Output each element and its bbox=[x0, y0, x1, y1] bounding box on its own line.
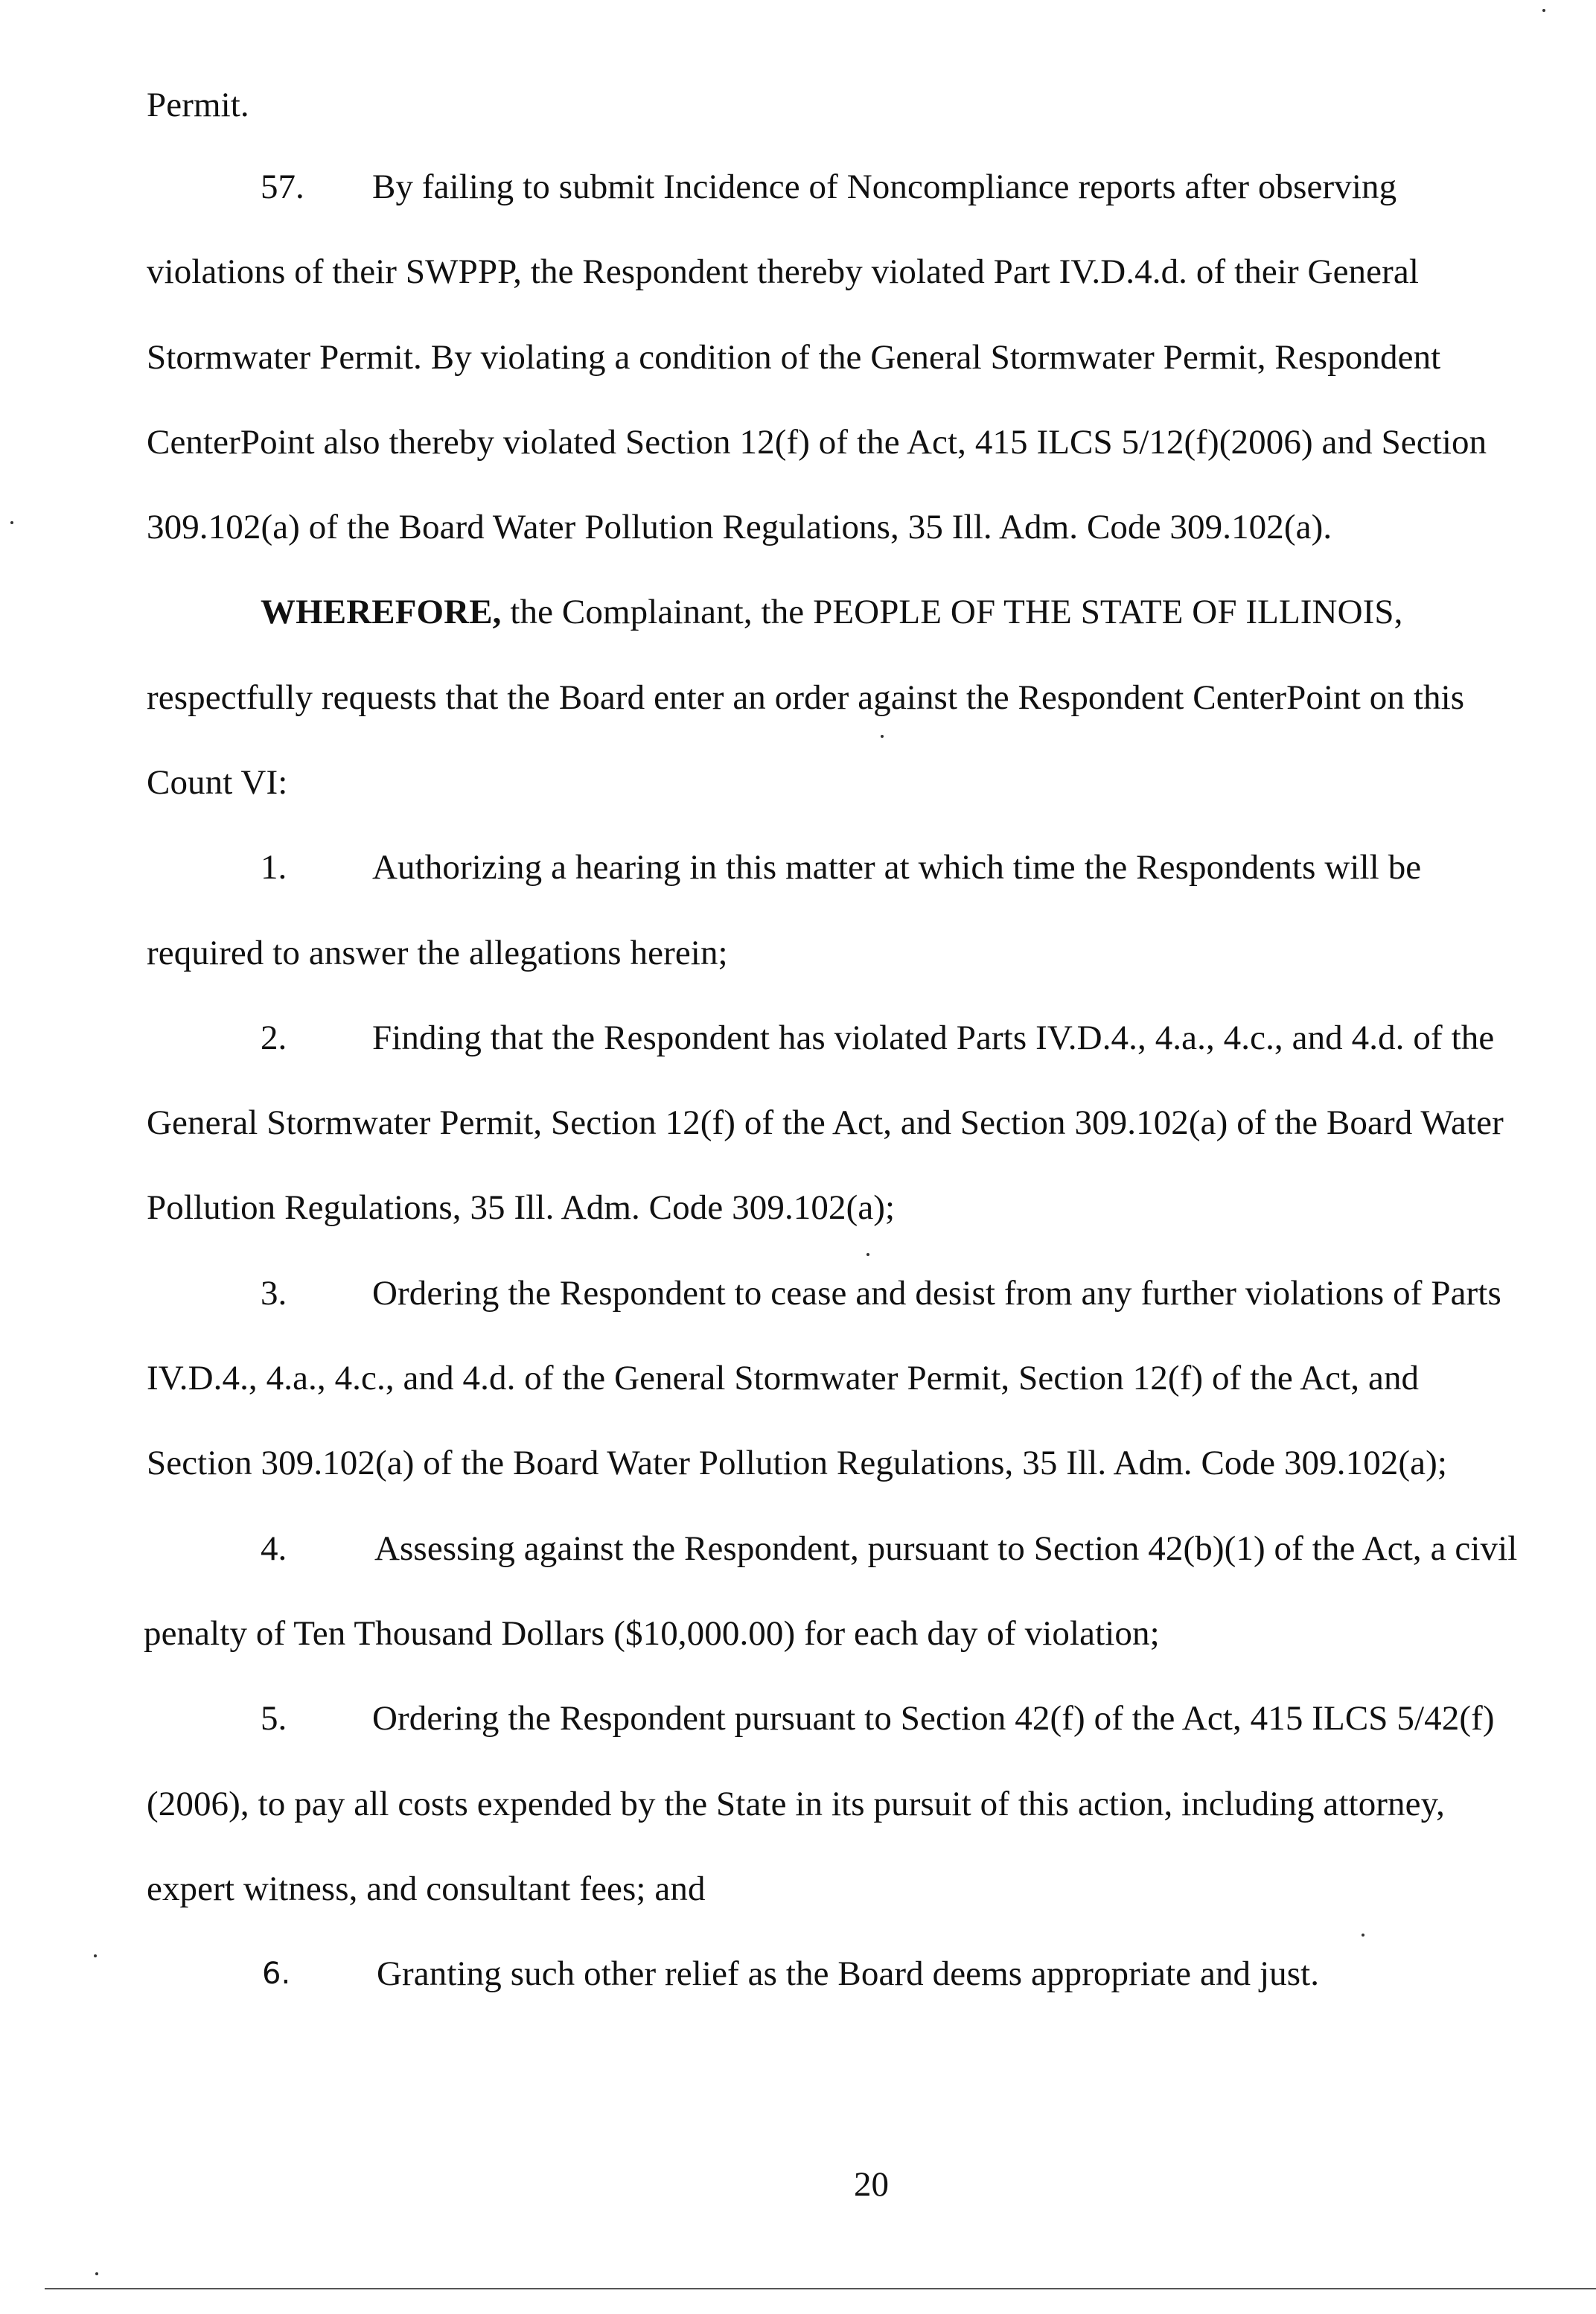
text-line: Count VI: bbox=[147, 763, 288, 802]
item-number: 1. bbox=[261, 848, 287, 887]
text-line: Ordering the Respondent pursuant to Section 42(f) of the Act, 415 ILCS 5/42(f) bbox=[372, 1699, 1495, 1738]
text-line: Granting such other relief as the Board deems appropriate and just. bbox=[377, 1954, 1320, 1993]
wherefore-line bbox=[261, 590, 1402, 634]
scan-speck bbox=[881, 735, 884, 738]
text-line: penalty of Ten Thousand Dollars ($10,000.00) for each day of violation; bbox=[144, 1614, 1160, 1653]
text-line: Section 309.102(a) of the Board Water Pollution Regulations, 35 Ill. Adm. Code 309.102(a); bbox=[147, 1444, 1448, 1482]
scan-speck bbox=[866, 1253, 869, 1256]
wherefore-keyword: WHEREFORE, bbox=[261, 593, 502, 631]
scan-speck bbox=[1542, 9, 1545, 12]
text-span: the Complainant, the PEOPLE OF THE STATE OF ILLINOIS, bbox=[501, 593, 1403, 631]
text-line: IV.D.4., 4.a., 4.c., and 4.d. of the General Stormwater Permit, Section 12(f) of the Act, and bbox=[147, 1359, 1420, 1397]
text-line: CenterPoint also thereby violated Section 12(f) of the Act, 415 ILCS 5/12(f)(2006) and Section bbox=[147, 423, 1487, 462]
scan-speck bbox=[94, 1954, 97, 1957]
item-number: 5. bbox=[261, 1699, 287, 1738]
scan-speck bbox=[1362, 1934, 1364, 1937]
text-line: (2006), to pay all costs expended by the State in its pursuit of this action, including attorney, bbox=[147, 1785, 1446, 1823]
text-line: 309.102(a) of the Board Water Pollution Regulations, 35 Ill. Adm. Code 309.102(a). bbox=[147, 508, 1332, 546]
text-line: expert witness, and consultant fees; and bbox=[147, 1870, 706, 1908]
text-line: required to answer the allegations herein; bbox=[147, 934, 728, 972]
text-line: General Stormwater Permit, Section 12(f) of the Act, and Section 309.102(a) of the Board Water bbox=[147, 1103, 1504, 1142]
item-number: 4. bbox=[261, 1529, 287, 1568]
page-number: 20 bbox=[854, 2165, 889, 2204]
item-number: 6. bbox=[262, 1957, 291, 1991]
item-number: 2. bbox=[261, 1019, 287, 1057]
footer-rule bbox=[45, 2288, 1596, 2289]
text-line: Stormwater Permit. By violating a condition of the General Stormwater Permit, Respondent bbox=[147, 338, 1441, 377]
text-line: Ordering the Respondent to cease and desist from any further violations of Parts bbox=[372, 1274, 1501, 1313]
text-line: Authorizing a hearing in this matter at which time the Respondents will be bbox=[372, 848, 1422, 887]
scan-speck bbox=[10, 521, 13, 524]
scan-speck bbox=[95, 2272, 98, 2275]
text-line: respectfully requests that the Board enter an order against the Respondent CenterPoint on this bbox=[147, 678, 1465, 717]
text-line: Permit. bbox=[147, 86, 249, 124]
text-line: Finding that the Respondent has violated Parts IV.D.4., 4.a., 4.c., and 4.d. of the bbox=[372, 1019, 1495, 1057]
item-number: 3. bbox=[261, 1274, 287, 1313]
paragraph-number: 57. bbox=[261, 168, 304, 206]
text-line: Pollution Regulations, 35 Ill. Adm. Code 309.102(a); bbox=[147, 1188, 896, 1227]
text-line: By failing to submit Incidence of Noncompliance reports after observing bbox=[372, 168, 1397, 206]
text-line: Assessing against the Respondent, pursuant to Section 42(b)(1) of the Act, a civil bbox=[374, 1529, 1518, 1568]
text-line: violations of their SWPPP, the Respondent thereby violated Part IV.D.4.d. of their General bbox=[147, 252, 1419, 291]
